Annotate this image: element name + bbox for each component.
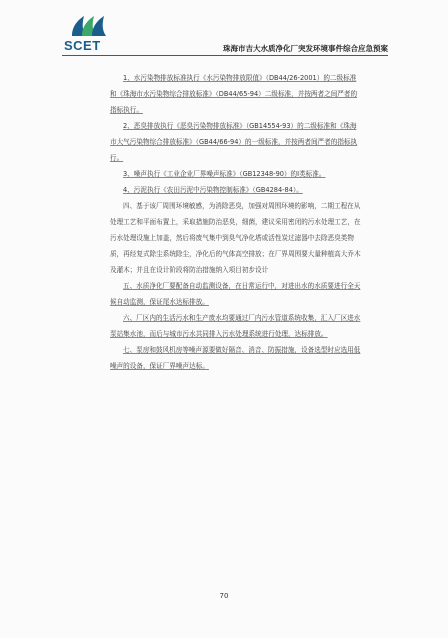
header-divider — [62, 55, 388, 56]
paragraph: 3、噪声执行《工业企业厂界噪声标准》（GB12348-90）的Ⅰ类标准。 — [123, 170, 326, 178]
paragraph: 五、水质净化厂要配备自动监测设备，在日常运行中，对进出水的水质要进行全天候自动监测，保证尾水达标排放。 — [110, 282, 361, 306]
paragraph: 七、泵房和鼓风机房等噪声源要做好隔音、消音、防振措施，设备选型时应选用低噪声的设备，保证厂界噪声达标。 — [110, 346, 361, 370]
document-body — [110, 70, 362, 374]
paragraph: 2、恶臭排放执行《恶臭污染物排放标准》（GB14554-93）的二级标准和《珠海市大气污染物综合排放标准》（GB44/66-94）的一级标准，并按两者间严者的指标执行。 — [110, 122, 358, 162]
logo-text: SCET — [64, 38, 101, 53]
water-drop-logo-icon — [64, 14, 114, 40]
paragraph: 1、水污染物排放标准执行《水污染物排放限值》（DB44/26-2001）的二级标准和《珠海市水污染物综合排放标准》（DB44/65-94）二级标准，并按两者之间严者的指标执行。 — [110, 74, 358, 114]
page-number: 70 — [219, 592, 229, 600]
paragraph: 4、污泥执行《农田污泥中污染物控制标准》（GB4284-84）。 — [123, 186, 303, 194]
document-header-title: 珠海市吉大水质净化厂突发环境事件综合应急预案 — [223, 44, 388, 53]
paragraph: 四、基于该厂周围环境敏感，为消除恶臭，加强对周围环境的影响，二期工程在从处理工艺和平面布置上，采取措施防治恶臭，细菌，建议采用密闭的污水处理工艺，在污水处理设施上加盖，然后将废气集中到臭气净化塔或活性炭过滤器中去除恶臭类物质，再经复式除尘系统除尘，净化后的气体高空排放；在厂界周围要大量种植高大乔木及灌木；并且在设计阶段将防治措施纳入项目初步设计 — [110, 202, 361, 274]
paragraph: 六、厂区内的生活污水和生产废水均要通过厂内污水管道系统收集，汇入厂区进水泵站集水池，而后与城市污水共同排入污水处理系统进行处理，达标排放。 — [110, 314, 361, 338]
